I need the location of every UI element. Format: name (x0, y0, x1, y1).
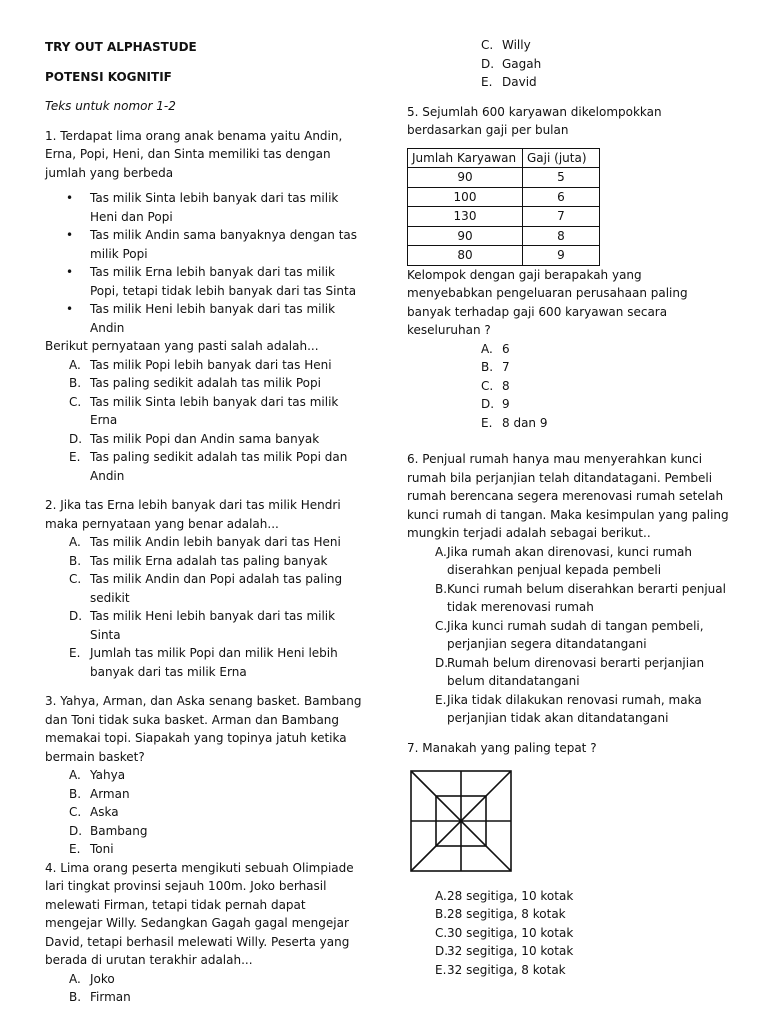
q1-option[interactable]: E. Tas paling sedikit adalah tas milik Popi dan Andin (69, 450, 348, 483)
q7-option[interactable]: B. 28 segitiga, 8 kotak (435, 907, 566, 921)
q6-text: 6. Penjual rumah hanya mau menyerahkan kunci rumah bila perjanjian telah ditandatagani. Pembeli rumah berencana segera merenovasi rumah setelah kunci rumah di tangan. Maka kesimpulan yang paling mungkin terjadi adalah sebagai berikut.. (407, 452, 729, 540)
q5-option[interactable]: E. 8 dan 9 (481, 415, 548, 430)
table-cell: 100 (408, 187, 523, 207)
q1-option[interactable]: D. Tas milik Popi dan Andin sama banyak (69, 431, 320, 446)
table-cell: 8 (523, 226, 600, 246)
q5-option[interactable]: C. 8 (481, 378, 510, 393)
q1-bullet: • Tas milik Sinta lebih banyak dari tas milik Heni dan Popi (45, 189, 365, 226)
q3-option[interactable]: A. Yahya (69, 768, 126, 782)
q5-option[interactable]: A. 6 (481, 341, 510, 356)
table-row (408, 226, 600, 246)
q1-bullet: • Tas milik Erna lebih banyak dari tas milik Popi, tetapi tidak lebih banyak dari tas Sinta (45, 263, 365, 300)
q2-option[interactable]: A. Tas milik Andin lebih banyak dari tas Heni (69, 535, 341, 549)
q1-option[interactable]: C. Tas milik Sinta lebih banyak dari tas milik Erna (69, 394, 339, 427)
q5-question: Kelompok dengan gaji berapakah yang menyebabkan pengeluaran perusahaan paling banyak terhadap gaji 600 karyawan secara keseluruhan ? (407, 267, 688, 337)
q4-option[interactable]: D. Gagah (481, 56, 542, 71)
table-cell: 130 (408, 207, 523, 227)
right-column (407, 36, 729, 979)
table-row (408, 246, 600, 266)
q2-option[interactable]: C. Tas milik Andin dan Popi adalah tas paling sedikit (69, 572, 343, 605)
table-cell: 90 (408, 226, 523, 246)
q6-option[interactable]: D. Rumah belum direnovasi berarti perjanjian belum ditandatangani (435, 655, 705, 688)
table-cell: 5 (523, 168, 600, 188)
table-cell: 90 (408, 168, 523, 188)
q7-option[interactable]: A. 28 segitiga, 10 kotak (435, 888, 574, 903)
q7-options (407, 887, 729, 980)
q2-text: 2. Jika tas Erna lebih banyak dari tas milik Hendri maka pernyataan yang benar adalah... (45, 498, 341, 531)
q1-question: Berikut pernyataan yang pasti salah adalah... (45, 339, 319, 353)
q4-options-left (45, 970, 365, 1007)
table-cell: 9 (523, 246, 600, 266)
q6-option[interactable]: C. Jika kunci rumah sudah di tangan pembeli, perjanjian segera ditandatangani (435, 618, 704, 651)
context-note: Teks untuk nomor 1-2 (45, 99, 176, 113)
q6-options (407, 543, 729, 728)
q1-option[interactable]: A. Tas milik Popi lebih banyak dari tas Heni (69, 357, 332, 372)
table-header: Gaji (juta) (523, 148, 600, 168)
q5-option[interactable]: D. 9 (481, 397, 510, 411)
q3-option[interactable]: E. Toni (69, 842, 114, 856)
q5-option[interactable]: B. 7 (481, 360, 510, 374)
q7-text: 7. Manakah yang paling tepat ? (407, 740, 597, 755)
q4-options-right (407, 36, 729, 92)
q5-options (407, 340, 729, 433)
q1-bullets (45, 189, 365, 337)
q3-text: 3. Yahya, Arman, dan Aska senang basket. Bambang dan Toni tidak suka basket. Arman dan Bambang memakai topi. Siapakah yang topinya jatuh ketika bermain basket? (45, 694, 362, 764)
q5-text: 5. Sejumlah 600 karyawan dikelompokkan berdasarkan gaji per bulan (407, 104, 662, 137)
q2-option[interactable]: D. Tas milik Heni lebih banyak dari tas milik Sinta (69, 609, 336, 642)
document-title: TRY OUT ALPHASTUDE (45, 40, 197, 54)
q4-option[interactable]: A. Joko (69, 971, 115, 986)
q4-option[interactable]: B. Firman (69, 990, 131, 1004)
table-cell: 7 (523, 207, 600, 227)
table-row (408, 207, 600, 227)
document-subtitle: POTENSI KOGNITIF (45, 69, 172, 84)
q7-option[interactable]: C. 30 segitiga, 10 kotak (435, 925, 574, 940)
q1-text: 1. Terdapat lima orang anak benama yaitu Andin, Erna, Popi, Heni, dan Sinta memiliki tas dengan jumlah yang berbeda (45, 128, 343, 180)
triangle-square-figure (409, 769, 513, 873)
table-header: Jumlah Karyawan (408, 148, 523, 168)
q6-option[interactable]: A. Jika rumah akan direnovasi, kunci rumah diserahkan penjual kepada pembeli (435, 544, 692, 577)
table-row (408, 187, 600, 207)
q1-bullet: • Tas milik Heni lebih banyak dari tas milik Andin (45, 300, 365, 337)
q3-option[interactable]: C. Aska (69, 805, 119, 819)
table-header-row (408, 148, 600, 168)
q3-option[interactable]: B. Arman (69, 786, 130, 801)
q2-option[interactable]: E. Jumlah tas milik Popi dan milik Heni lebih banyak dari tas milik Erna (69, 646, 338, 679)
q4-option[interactable]: E. David (481, 75, 537, 89)
q6-option[interactable]: E. Jika tidak dilakukan renovasi rumah, maka perjanjian tidak akan ditandatangani (435, 692, 702, 725)
q7-option[interactable]: E. 32 segitiga, 8 kotak (435, 962, 566, 977)
q6-option[interactable]: B. Kunci rumah belum diserahkan berarti penjual tidak merenovasi rumah (435, 581, 726, 614)
salary-table (407, 148, 600, 266)
q3-options (45, 766, 365, 859)
table-row (408, 168, 600, 188)
geometry-figure (409, 769, 729, 879)
q1-bullet: • Tas milik Andin sama banyaknya dengan tas milik Popi (45, 226, 365, 263)
table-cell: 80 (408, 246, 523, 266)
table-cell: 6 (523, 187, 600, 207)
q2-options (45, 533, 365, 681)
q2-option[interactable]: B. Tas milik Erna adalah tas paling banyak (69, 553, 328, 568)
left-column (45, 38, 365, 1007)
q3-option[interactable]: D. Bambang (69, 823, 148, 838)
q1-option[interactable]: B. Tas paling sedikit adalah tas milik Popi (69, 376, 321, 390)
q7-option[interactable]: D. 32 segitiga, 10 kotak (435, 944, 574, 958)
q4-option[interactable]: C. Willy (481, 38, 531, 52)
q4-text: 4. Lima orang peserta mengikuti sebuah Olimpiade lari tingkat provinsi sejauh 100m. Joko berhasil melewati Firman, tetapi tidak pernah dapat mengejar Willy. Sedangkan Gagah gagal mengejar David, tetapi berhasil melewati Willy. Peserta yang berada di urutan terakhir adalah... (45, 860, 354, 967)
q1-options (45, 356, 365, 486)
